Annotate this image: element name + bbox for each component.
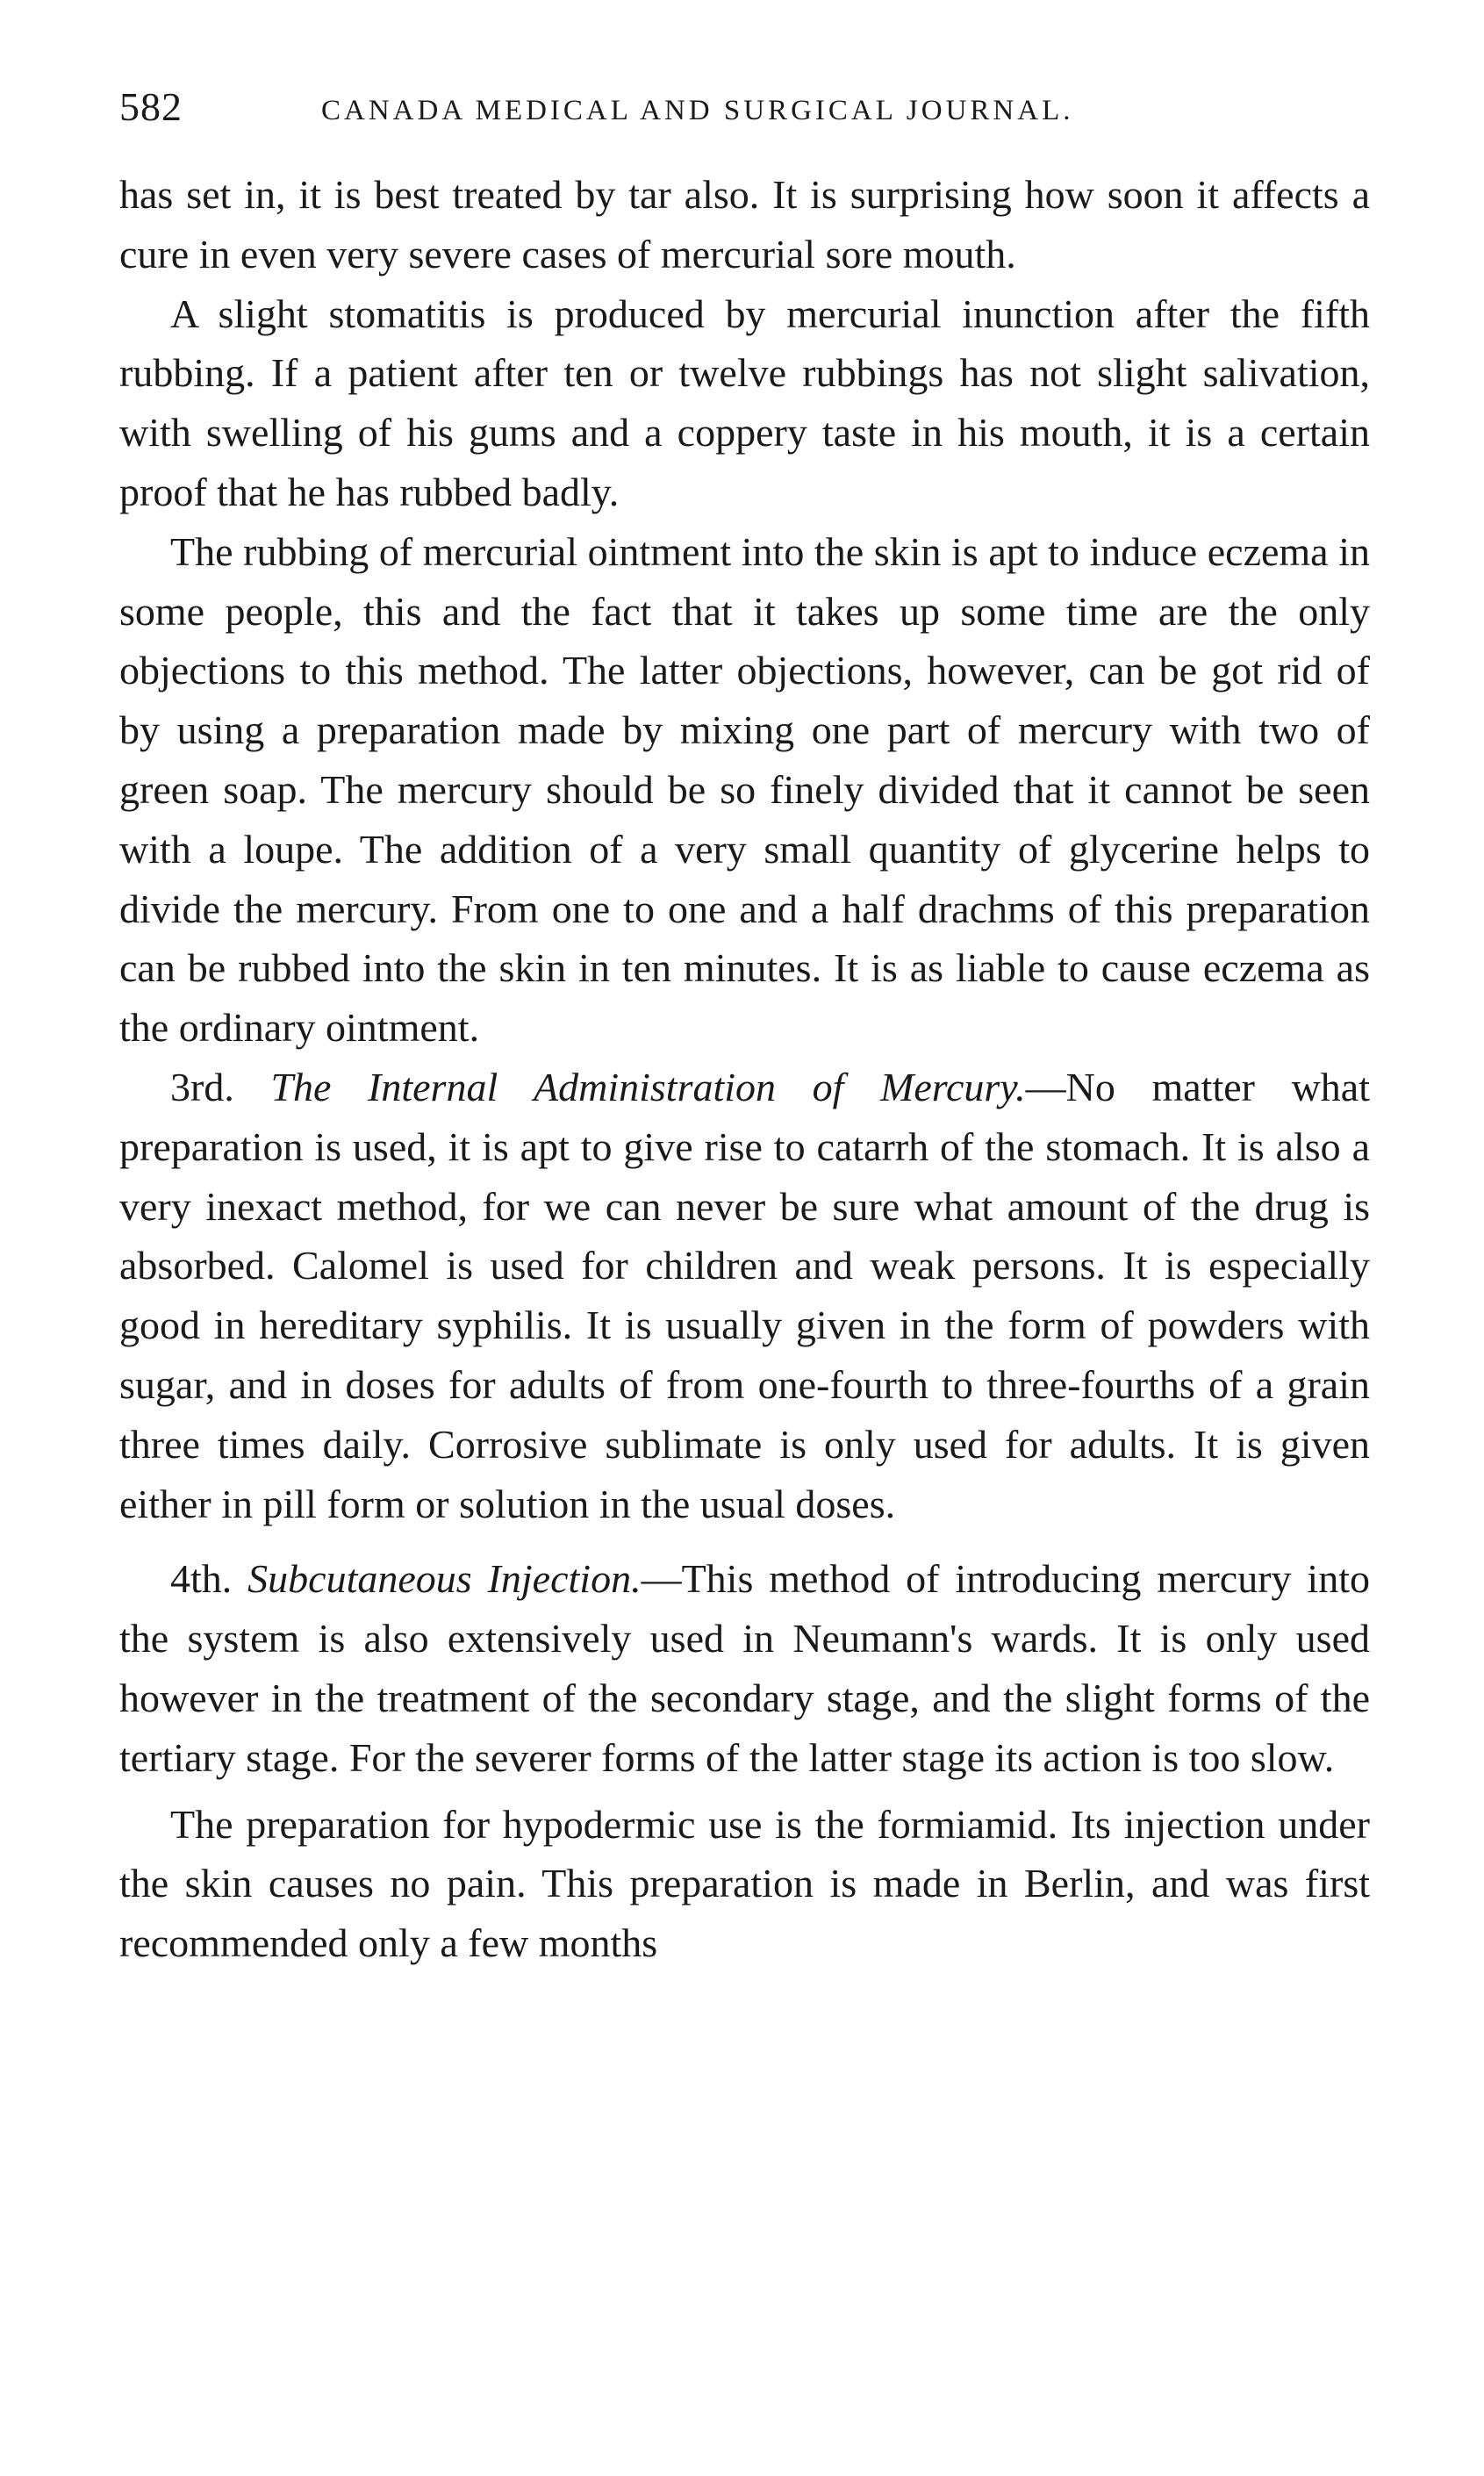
- section-internal-administration: [119, 1058, 1370, 1533]
- section-number: 4th.: [170, 1556, 233, 1602]
- article-body: [119, 165, 1370, 1973]
- section-heading: The Internal Administration of Mercury.: [270, 1064, 1026, 1109]
- paragraph-text: The rubbing of mercurial ointment into the skin is apt to induce eczema in some people, this and the fact that it takes up some time are the only objections to this method. The latter objections, however, can be got rid of by using a preparation made by mixing one part of mercury with two of green soap. The mercury should be so finely divided that it cannot be seen with a loupe. The addition of a very small quantity of glycerine helps to divide the mercury. From one to one and a half drachms of this preparation can be rubbed into the skin in ten minutes. It is as liable to cause eczema as the ordinary ointment.: [119, 528, 1370, 1051]
- section-heading: Subcutaneous Injection.: [247, 1556, 642, 1602]
- section-subcutaneous-injection: [119, 1549, 1370, 1787]
- paragraph-text: —This method of introducing mercury into the system is also extensively used in Neumann's wards. It is only used however in the treatment of the secondary stage, and the slight forms of the tertiary stage. For the severer forms of the latter stage its action is too slow.: [119, 1556, 1370, 1780]
- page-number: 582: [119, 84, 183, 129]
- paragraph-text: A slight stomatitis is produced by mercurial inunction after the fifth rubbing. If a patient after ten or twelve rubbings has not slight salivation, with swelling of his gums and a coppery taste in his mouth, it is a certain proof that he has rubbed badly.: [119, 291, 1370, 514]
- paragraph-text: —No matter what preparation is used, it is apt to give rise to catarrh of the stomach. It is also a very inexact method, for we can never be sure what amount of the drug is absorbed. Calomel is used for children and weak persons. It is especially good in hereditary syphilis. It is usually given in the form of powders with sugar, and in doses for adults of from one-fourth to three-fourths of a grain three times daily. Corrosive sublimate is only used for adults. It is given either in pill form or solution in the usual doses.: [119, 1064, 1370, 1526]
- journal-title: CANADA MEDICAL AND SURGICAL JOURNAL.: [321, 95, 1074, 126]
- paragraph-continued: [119, 165, 1370, 284]
- paragraph-text: The preparation for hypodermic use is the formiamid. Its injection under the skin causes no pain. This preparation is made in Berlin, and was first recommended only a few months: [119, 1801, 1370, 1966]
- paragraph-formiamid: [119, 1795, 1370, 1973]
- paragraph-eczema: [119, 522, 1370, 1058]
- running-head: [119, 81, 1370, 133]
- paragraph-text: has set in, it is best treated by tar also. It is surprising how soon it affects a cure in even very severe cases of mercurial sore mouth.: [119, 172, 1370, 276]
- section-number: 3rd.: [170, 1064, 234, 1109]
- paragraph-stomatitis: [119, 284, 1370, 522]
- journal-page: [119, 81, 1370, 1973]
